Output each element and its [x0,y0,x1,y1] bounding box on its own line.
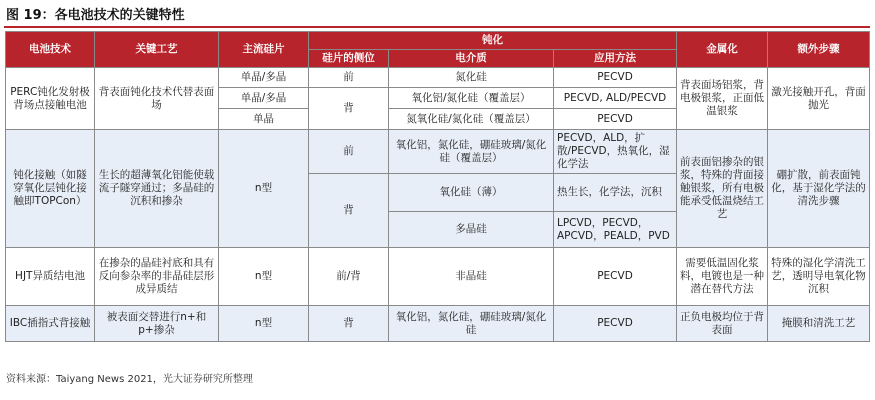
topcon-dielectric-1: 氧化铝，氮化硅，硼硅玻璃/氮化硅（覆盖层） [389,130,554,174]
perc-process: 背表面钝化技术代替表面场 [95,68,219,130]
ibc-tech: IBC插指式背接触 [6,306,95,342]
ibc-metal: 正负电极均位于背表面 [677,306,768,342]
topcon-method-3: LPCVD，PECVD，APCVD，PEALD，PVD [554,212,677,248]
topcon-method-2: 热生长，化学法，沉积 [554,174,677,212]
table-row [6,248,870,306]
topcon-side-back: 背 [309,174,389,248]
title-rule [4,26,870,28]
perc-method-3: PECVD [554,109,677,130]
topcon-dielectric-2: 氧化硅（薄） [389,174,554,212]
topcon-method-1: PECVD，ALD，扩散/PECVD，热氧化，湿化学法 [554,130,677,174]
ibc-side: 背 [309,306,389,342]
ibc-process: 被表面交替进行n+和p+掺杂 [95,306,219,342]
hjt-metal: 需要低温固化浆料，电镀也是一种潜在替代方法 [677,248,768,306]
header-tech: 电池技术 [6,32,95,68]
hjt-side: 前/背 [309,248,389,306]
perc-method-2: PECVD, ALD/PECVD [554,88,677,109]
perc-extra: 激光接触开孔，背面抛光 [768,68,870,130]
hjt-tech: HJT异质结电池 [6,248,95,306]
header-wafer: 主流硅片 [219,32,309,68]
ibc-extra: 掩膜和清洗工艺 [768,306,870,342]
topcon-extra: 硼扩散，前表面钝化，基于湿化学法的清洗步骤 [768,130,870,248]
header-method: 应用方法 [554,50,677,68]
header-metal: 金属化 [677,32,768,68]
perc-side-front: 前 [309,68,389,88]
ibc-wafer: n型 [219,306,309,342]
hjt-dielectric: 非晶硅 [389,248,554,306]
perc-tech: PERC钝化发射极背场点接触电池 [6,68,95,130]
hjt-wafer: n型 [219,248,309,306]
hjt-process: 在掺杂的晶硅衬底和具有反向参杂率的非晶硅层形成异质结 [95,248,219,306]
perc-dielectric-3: 氮氧化硅/氮化硅（覆盖层） [389,109,554,130]
perc-wafer-3: 单晶 [219,109,309,130]
topcon-dielectric-3: 多晶硅 [389,212,554,248]
topcon-process: 生长的超薄氧化铝能使载流子隧穿通过；多晶硅的沉积和掺杂 [95,130,219,248]
header-process: 关键工艺 [95,32,219,68]
table-row [6,130,870,174]
table-row [6,306,870,342]
source-note: 资料来源：Taiyang News 2021，光大证券研究所整理 [6,374,253,385]
battery-tech-table [5,31,870,342]
header-side: 硅片的侧位 [309,50,389,68]
figure-title: 图 19：各电池技术的关键特性 [6,8,185,23]
topcon-side-front: 前 [309,130,389,174]
ibc-method: PECVD [554,306,677,342]
perc-metal: 背表面场铝浆，背电极银浆，正面低温银浆 [677,68,768,130]
perc-side-back: 背 [309,88,389,130]
ibc-dielectric: 氧化铝，氮化硅，硼硅玻璃/氮化硅 [389,306,554,342]
table-row [6,68,870,88]
perc-dielectric-1: 氮化硅 [389,68,554,88]
perc-method-1: PECVD [554,68,677,88]
table-header [6,32,870,68]
header-passivation: 钝化 [309,32,677,50]
perc-wafer-1: 单晶/多晶 [219,68,309,88]
hjt-method: PECVD [554,248,677,306]
header-extra: 额外步骤 [768,32,870,68]
hjt-extra: 特殊的湿化学清洗工艺，透明导电氧化物沉积 [768,248,870,306]
perc-dielectric-2: 氧化铝/氮化硅（覆盖层） [389,88,554,109]
topcon-wafer: n型 [219,130,309,248]
topcon-metal: 前表面铝掺杂的银浆，特殊的背面接触银浆，所有电极能承受低温烧结工艺 [677,130,768,248]
perc-wafer-2: 单晶/多晶 [219,88,309,109]
header-dielectric: 电介质 [389,50,554,68]
topcon-tech: 钝化接触（如隧穿氧化层钝化接触即TOPCon） [6,130,95,248]
